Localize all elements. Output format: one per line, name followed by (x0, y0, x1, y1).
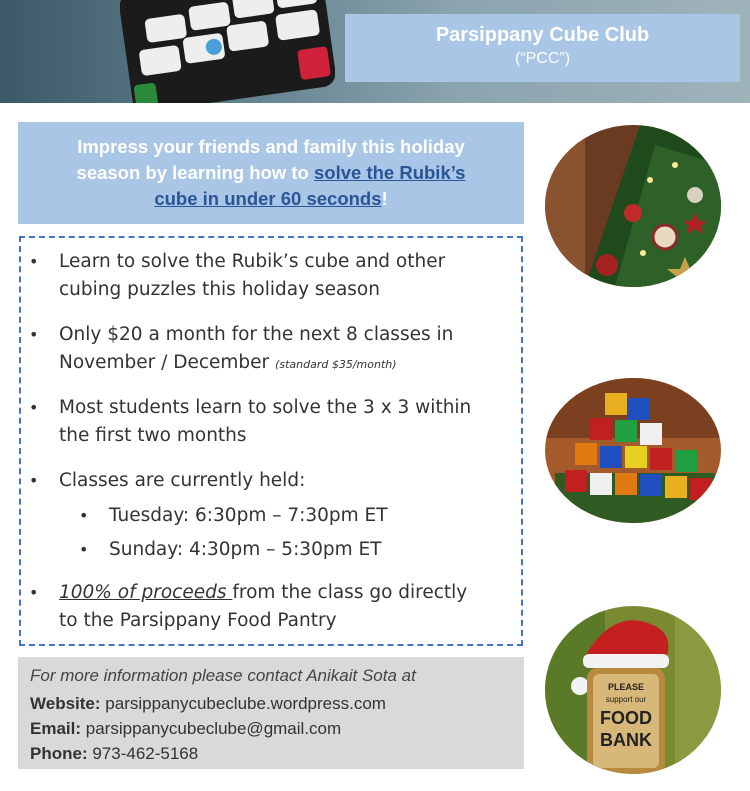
email-link[interactable]: parsippanycubeclube@gmail.com (85, 719, 342, 738)
info-bullet-box (19, 236, 523, 646)
promo-link[interactable]: solve the Rubik’s (314, 162, 466, 183)
bullet-text: Learn to solve the Rubik’s cube and other (59, 251, 446, 272)
promo-text: ! (381, 188, 388, 209)
bullet-icon: • (29, 325, 39, 344)
contact-intro: For more information please contact Anikait Sota at (30, 666, 416, 685)
promo-link[interactable]: cube in under 60 seconds (154, 188, 382, 209)
phone-number[interactable]: 973-462-5168 (92, 744, 199, 763)
website-link[interactable]: parsippanycubeclube.wordpress.com (105, 694, 386, 713)
bullet-icon: • (79, 506, 89, 525)
promo-text: season by learning how to (76, 162, 314, 183)
club-title: Parsippany Cube Club (435, 24, 650, 46)
email-row (30, 716, 512, 741)
bullet-text: Classes are currently held: (59, 470, 306, 491)
bullet-text: cubing puzzles this holiday season (59, 279, 380, 300)
schedule-sunday: Sunday: 4:30pm – 5:30pm ET (109, 539, 382, 560)
bullet-icon: • (29, 583, 39, 602)
christmas-tree-photo (545, 125, 721, 287)
jar-text: FOOD (600, 708, 652, 728)
promo-line (18, 186, 524, 212)
promo-line (18, 160, 524, 186)
rubiks-cube-image (120, 0, 335, 103)
club-abbreviation: (“PCC”) (514, 50, 571, 67)
phone-label: Phone: (30, 744, 88, 763)
food-bank-jar-photo (545, 606, 721, 774)
jar-text: support our (605, 695, 647, 704)
email-label: Email: (30, 719, 82, 738)
club-title-box (345, 14, 740, 82)
phone-row (30, 741, 512, 766)
jar-text: PLEASE (607, 682, 645, 692)
bullet-text: to the Parsippany Food Pantry (59, 610, 337, 631)
bullet-icon: • (29, 252, 39, 271)
bullet-icon: • (79, 540, 89, 559)
bullet-text: Most students learn to solve the 3 x 3 within (59, 397, 472, 418)
proceeds-emphasis: 100% of proceeds (59, 582, 233, 603)
header-banner (0, 0, 750, 103)
bullet-text: from the class go directly (232, 582, 468, 603)
price-note: (standard $35/month) (275, 358, 397, 371)
promo-headline (18, 122, 524, 224)
promo-line: Impress your friends and family this holiday (77, 136, 465, 157)
bullet-icon: • (29, 398, 39, 417)
website-row (30, 691, 512, 716)
schedule-tuesday: Tuesday: 6:30pm – 7:30pm ET (109, 505, 388, 526)
bullet-icon: • (29, 471, 39, 490)
website-label: Website: (30, 694, 101, 713)
bullet-text: November / December (59, 352, 270, 373)
contact-info-box (18, 657, 524, 769)
bullet-text: the first two months (59, 425, 247, 446)
jar-text: BANK (600, 730, 652, 750)
bullet-text: Only $20 a month for the next 8 classes in (59, 324, 454, 345)
cube-tree-photo (545, 378, 721, 523)
